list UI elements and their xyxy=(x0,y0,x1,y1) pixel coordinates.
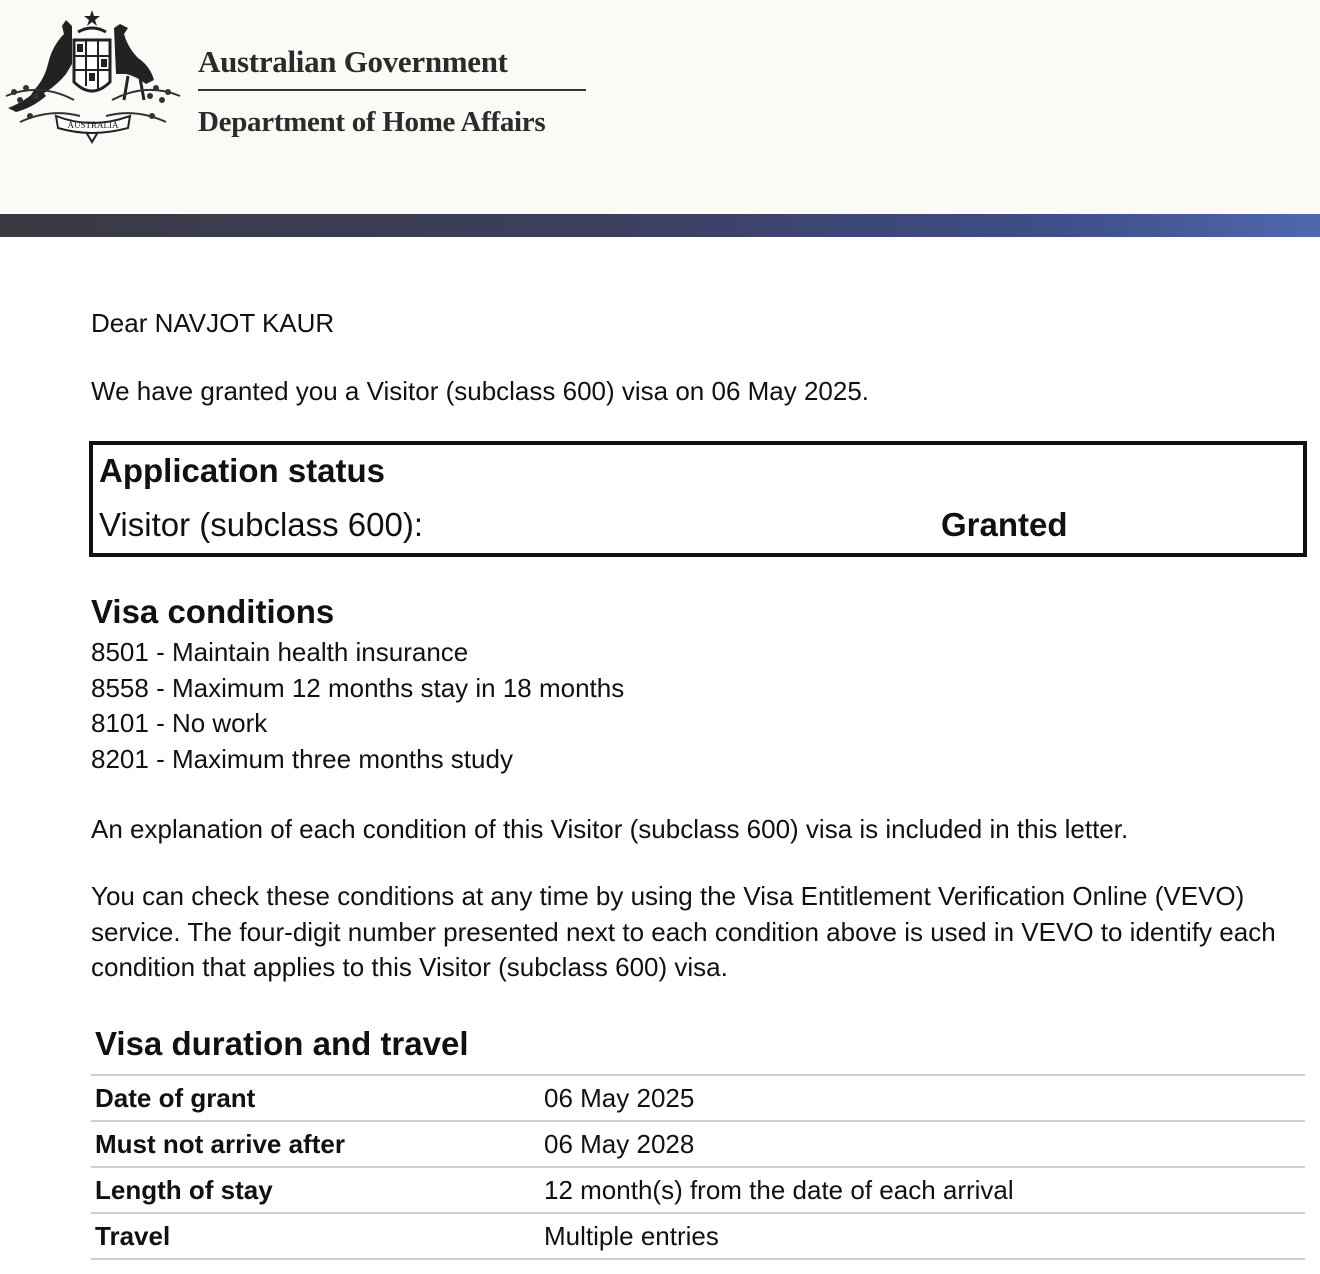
row-value: 06 May 2028 xyxy=(544,1129,695,1159)
government-name: Australian Government xyxy=(198,44,508,79)
row-label: Date of grant xyxy=(95,1083,256,1113)
department-name: Department of Home Affairs xyxy=(198,106,546,138)
table-row xyxy=(91,1168,1305,1214)
crest-label: AUSTRALIA xyxy=(67,120,119,130)
vevo-paragraph: You can check these conditions at any time by using the Visa Entitlement Verification Online (VEVO) service. The four-digit number presented next to each condition above is used in VEVO to identify each condition that applies to this Visitor (subclass 600) visa. xyxy=(91,881,1276,982)
grant-intro: We have granted you a Visitor (subclass 600) visa on 06 May 2025. xyxy=(91,376,870,406)
visa-duration-heading: Visa duration and travel xyxy=(95,1025,469,1062)
salutation: Dear NAVJOT KAUR xyxy=(91,308,335,338)
list-item: 8501 - Maintain health insurance xyxy=(91,637,469,667)
letterhead-divider xyxy=(198,89,586,91)
visa-conditions-heading: Visa conditions xyxy=(91,593,335,630)
table-row xyxy=(91,1076,1305,1122)
row-label: Travel xyxy=(95,1221,171,1251)
conditions-explanation: An explanation of each condition of this Visitor (subclass 600) visa is included in this letter. xyxy=(91,814,1129,844)
list-item: 8101 - No work xyxy=(91,708,268,738)
row-label: Must not arrive after xyxy=(95,1129,345,1159)
list-item: 8558 - Maximum 12 months stay in 18 months xyxy=(91,672,625,703)
row-label: Length of stay xyxy=(95,1175,273,1205)
letterhead xyxy=(0,0,1320,214)
visa-conditions-list xyxy=(91,635,624,777)
visa-duration-table xyxy=(91,1074,1305,1260)
application-status-box xyxy=(89,441,1307,557)
status-title: Application status xyxy=(99,452,386,489)
status-value: Granted xyxy=(941,506,1068,543)
coat-of-arms-icon xyxy=(0,4,186,144)
list-item: 8201 - Maximum three months study xyxy=(91,743,513,774)
row-value: 12 month(s) from the date of each arrival xyxy=(544,1175,1014,1205)
row-value: Multiple entries xyxy=(544,1221,719,1251)
table-row xyxy=(91,1122,1305,1168)
status-visa-label: Visitor (subclass 600): xyxy=(99,506,424,543)
row-value: 06 May 2025 xyxy=(544,1083,695,1113)
table-row xyxy=(91,1214,1305,1260)
header-band xyxy=(0,214,1320,237)
